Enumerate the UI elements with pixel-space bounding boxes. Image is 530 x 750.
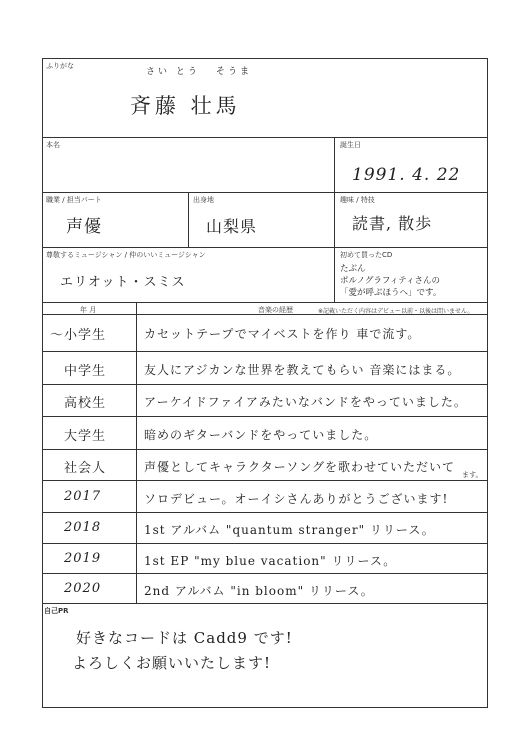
divider <box>42 302 488 303</box>
divider <box>42 512 488 513</box>
history-period: 2019 <box>64 551 102 566</box>
furigana-given: そうま <box>216 67 253 77</box>
history-period: 大学生 <box>64 429 107 444</box>
occupation-value: 声優 <box>66 217 102 237</box>
history-text: アーケイドファイアみたいなバンドをやっていました。 <box>144 395 467 409</box>
name-value: 斉藤 壮馬 <box>130 94 241 118</box>
self-pr-label: 自己PR <box>44 607 69 615</box>
year-column-label: 年 月 <box>80 306 97 314</box>
first-cd-line-1: たぶん <box>340 264 366 274</box>
history-text: 友人にアジカンな世界を教えてもらい 音楽にはまる。 <box>144 363 461 377</box>
divider <box>334 137 335 192</box>
self-pr-line-1: 好きなコードは Cadd9 です! <box>76 629 293 647</box>
history-text: カセットテープでマイベストを作り 車で流す。 <box>144 327 421 341</box>
divider <box>42 449 488 450</box>
birthday-label: 誕生日 <box>340 141 361 149</box>
furigana-label: ふりがな <box>46 62 74 70</box>
history-text: 2nd アルバム "in bloom" リリース。 <box>144 584 374 598</box>
divider <box>334 192 335 247</box>
divider <box>42 603 488 604</box>
self-pr-line-2: よろしくお願いいたします! <box>72 654 272 672</box>
real-name-label: 本名 <box>46 141 60 149</box>
furigana-surname: さい とう <box>146 67 200 77</box>
hometown-label: 出身地 <box>193 196 214 204</box>
history-period: 高校生 <box>64 396 107 411</box>
divider <box>42 351 488 352</box>
hobby-value: 読書, 散歩 <box>352 214 433 233</box>
divider <box>42 247 488 248</box>
first-cd-line-3: 「愛が呼ぶほうへ」です。 <box>340 288 442 298</box>
history-text: 1st EP "my blue vacation" リリース。 <box>144 554 397 568</box>
divider <box>334 247 335 302</box>
history-column-label: 音楽の経歴 <box>258 306 293 314</box>
respected-musician-label: 尊敬するミュージシャン / 仲のいいミュージシャン <box>46 251 206 259</box>
divider <box>42 416 488 417</box>
history-period: 2017 <box>64 489 102 504</box>
first-cd-label: 初めて買ったCD <box>340 251 393 259</box>
history-period: 〜小学生 <box>50 328 107 343</box>
divider <box>42 384 488 385</box>
divider <box>42 480 488 481</box>
history-text: ソロデビュー。オーイシさんありがとうございます! <box>144 492 449 506</box>
profile-sheet <box>42 58 488 708</box>
occupation-label: 職業 / 担当パート <box>46 196 102 204</box>
birthday-value: 1991. 4. 22 <box>352 165 461 185</box>
divider <box>42 137 488 138</box>
divider <box>42 543 488 544</box>
first-cd-line-2: ポルノグラフィティさんの <box>340 276 441 286</box>
history-period: 2018 <box>64 520 102 535</box>
history-text: 1st アルバム "quantum stranger" リリース。 <box>144 523 435 537</box>
divider <box>136 302 137 603</box>
history-period: 社会人 <box>64 461 107 476</box>
divider <box>42 573 488 574</box>
respected-musician-value: エリオット・スミス <box>60 275 186 290</box>
history-margin-note: ます。 <box>462 471 483 479</box>
history-text: 暗めのギターバンドをやっていました。 <box>144 428 378 442</box>
hometown-value: 山梨県 <box>206 217 258 236</box>
divider <box>188 192 189 247</box>
history-period: 中学生 <box>64 364 107 379</box>
history-period: 2020 <box>64 581 102 596</box>
history-note: ※記載いただく内容はデビュー以前・以後は問いません。 <box>318 308 474 315</box>
hobby-label: 趣味 / 特技 <box>340 196 375 204</box>
history-text: 声優としてキャラクターソングを歌わせていただいて <box>144 460 456 474</box>
divider <box>42 192 488 193</box>
